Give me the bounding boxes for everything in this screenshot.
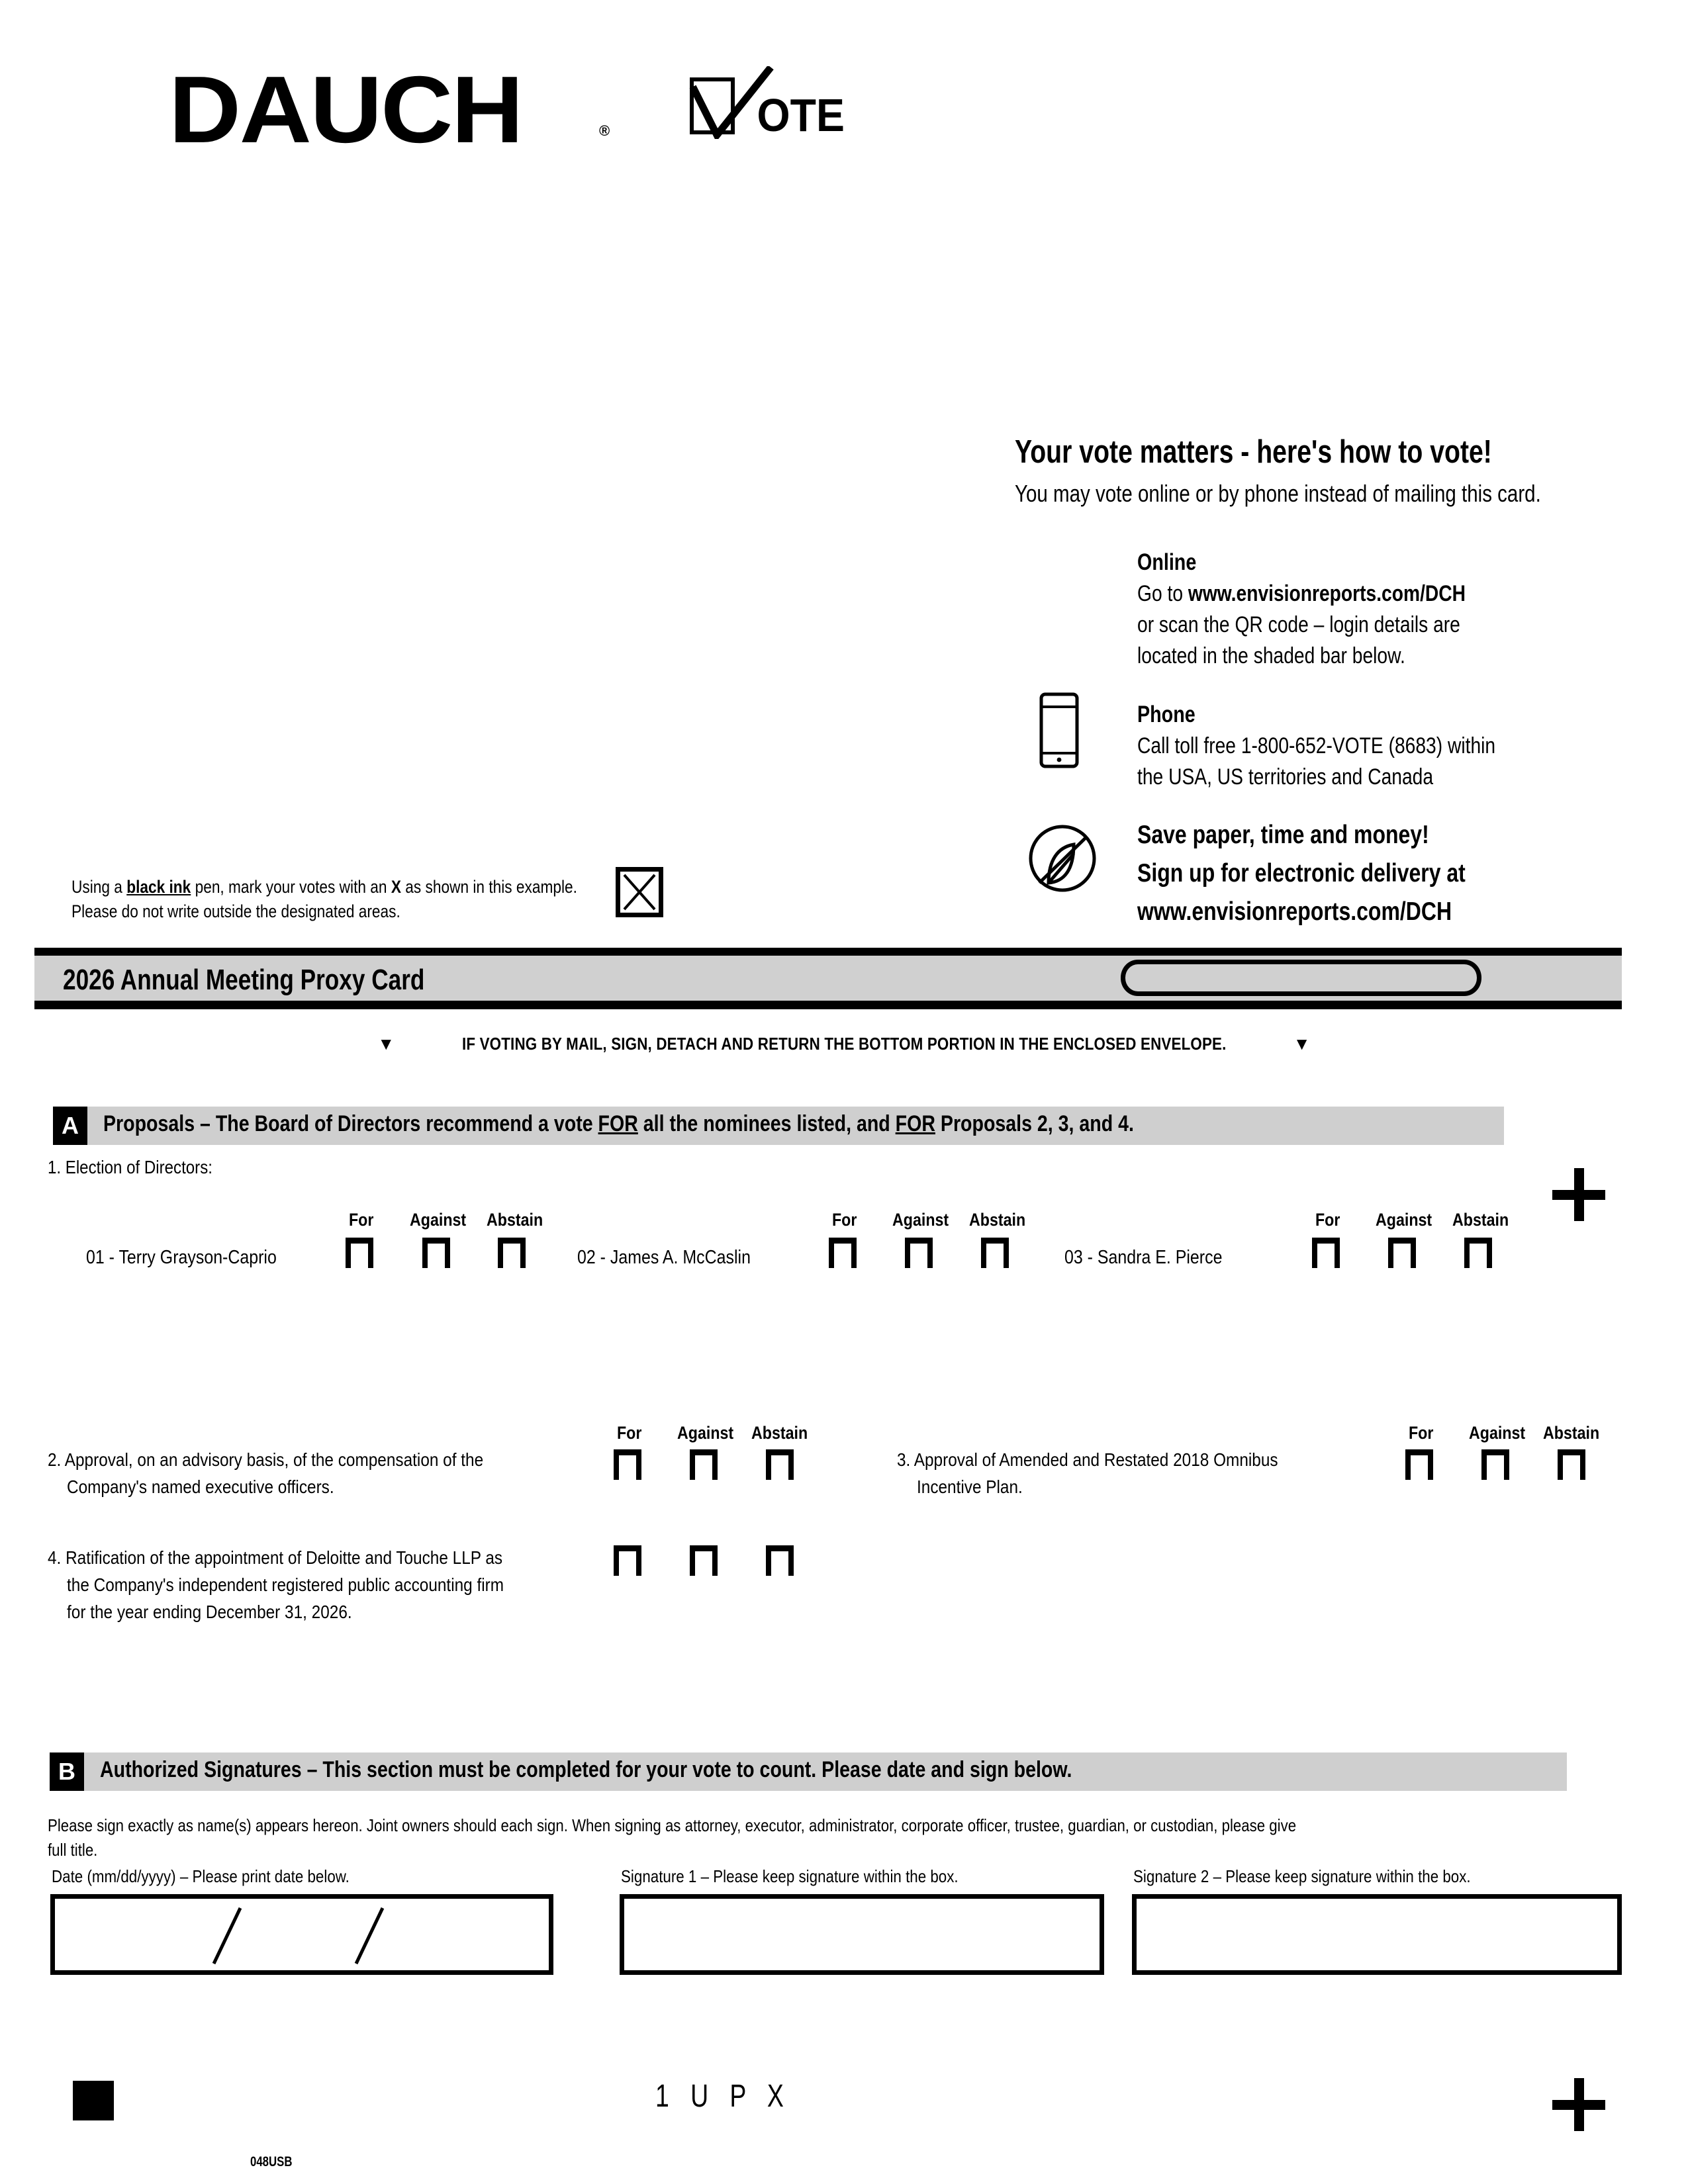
checkbox-nominee3-for[interactable] bbox=[1312, 1238, 1340, 1268]
online-shaded-bar-line: located in the shaded bar below. bbox=[1137, 643, 1405, 668]
online-method-title: Online bbox=[1137, 549, 1197, 575]
registration-cross-mark-top bbox=[1552, 1168, 1605, 1221]
online-url[interactable]: www.envisionreports.com/DCH bbox=[1188, 581, 1466, 606]
col-header-for-p3: For bbox=[1409, 1423, 1434, 1443]
electronic-delivery-url[interactable]: www.envisionreports.com/DCH bbox=[1137, 897, 1452, 926]
col-header-against-3: Against bbox=[1376, 1210, 1432, 1230]
checkbox-nominee1-for[interactable] bbox=[346, 1238, 373, 1268]
election-of-directors-label: 1. Election of Directors: bbox=[48, 1157, 212, 1177]
svg-text:OTE: OTE bbox=[757, 89, 845, 139]
registration-cross-mark-bottom bbox=[1552, 2078, 1605, 2131]
detach-notice-text: IF VOTING BY MAIL, SIGN, DETACH AND RETURN THE BOTTOM PORTION IN THE ENCLOSED ENVELOPE. bbox=[461, 1034, 1227, 1054]
title-bar-rule-top bbox=[34, 948, 1622, 956]
eco-leaf-icon bbox=[1026, 822, 1099, 895]
example-mark-box bbox=[616, 867, 663, 917]
signature-instructions-line1: Please sign exactly as name(s) appears hereon. Joint owners should each sign. When signing as attorney, executor, administrator, corporate officer, trustee, guardian, or custodian, please give bbox=[48, 1815, 1297, 1835]
ink-text-a: Using a bbox=[71, 877, 127, 897]
proposal-4-line1: 4. Ratification of the appointment of Deloitte and Touche LLP as bbox=[48, 1547, 503, 1568]
nominee-label-3: 03 - Sandra E. Pierce bbox=[1064, 1247, 1223, 1268]
col-header-for-2: For bbox=[832, 1210, 857, 1230]
date-field-label: Date (mm/dd/yyyy) – Please print date below. bbox=[52, 1866, 350, 1886]
section-b-band bbox=[50, 1752, 1567, 1791]
proposal-3-line1: 3. Approval of Amended and Restated 2018 Omnibus bbox=[897, 1449, 1278, 1470]
checkbox-nominee3-against[interactable] bbox=[1388, 1238, 1416, 1268]
phone-method-title: Phone bbox=[1137, 702, 1196, 727]
proposal-4-line3: for the year ending December 31, 2026. bbox=[67, 1602, 352, 1622]
col-header-abstain-p3: Abstain bbox=[1543, 1423, 1600, 1443]
col-header-abstain-1: Abstain bbox=[487, 1210, 543, 1230]
checkbox-nominee2-against[interactable] bbox=[905, 1238, 933, 1268]
col-header-for-p2: For bbox=[617, 1423, 642, 1443]
signature-instructions bbox=[48, 1813, 1296, 1862]
nominee-label-1: 01 - Terry Grayson-Caprio bbox=[86, 1247, 277, 1268]
ink-text-c: pen, mark your votes with an bbox=[191, 877, 391, 897]
checkbox-nominee3-abstain[interactable] bbox=[1464, 1238, 1492, 1268]
detach-notice bbox=[0, 1034, 1688, 1054]
triangle-left-icon: ▼ bbox=[377, 1034, 395, 1054]
electronic-delivery-line1: Save paper, time and money! bbox=[1137, 821, 1429, 849]
col-header-abstain-2: Abstain bbox=[969, 1210, 1026, 1230]
form-code: 048USB bbox=[250, 2154, 293, 2169]
signature-instructions-line2: full title. bbox=[48, 1840, 98, 1860]
checkbox-proposal4-for[interactable] bbox=[614, 1545, 641, 1576]
registration-block-mark bbox=[73, 2081, 114, 2120]
col-header-against-2: Against bbox=[892, 1210, 949, 1230]
checkbox-proposal4-against[interactable] bbox=[690, 1545, 718, 1576]
col-header-abstain-p2: Abstain bbox=[751, 1423, 808, 1443]
signature1-label: Signature 1 – Please keep signature within the box. bbox=[621, 1866, 959, 1886]
online-goto-text: Go to bbox=[1137, 581, 1188, 606]
section-a-for-2: FOR bbox=[895, 1111, 935, 1136]
checkbox-proposal2-abstain[interactable] bbox=[766, 1449, 794, 1480]
col-header-for-3: For bbox=[1315, 1210, 1340, 1230]
checkbox-proposal2-against[interactable] bbox=[690, 1449, 718, 1480]
nominee-label-2: 02 - James A. McCaslin bbox=[577, 1247, 751, 1268]
signature1-input-box[interactable] bbox=[620, 1894, 1104, 1975]
col-header-for-1: For bbox=[349, 1210, 374, 1230]
proposal-2-line1: 2. Approval, on an advisory basis, of the compensation of the bbox=[48, 1449, 484, 1470]
control-number-capsule bbox=[1121, 960, 1481, 996]
section-a-heading bbox=[103, 1111, 1134, 1137]
triangle-right-icon: ▼ bbox=[1293, 1034, 1311, 1054]
ink-text-e: as shown in this example. bbox=[400, 877, 577, 897]
checkbox-nominee2-abstain[interactable] bbox=[981, 1238, 1009, 1268]
black-ink-emphasis: black ink bbox=[126, 877, 191, 897]
proposal-4-line2: the Company's independent registered public accounting firm bbox=[67, 1574, 504, 1595]
signature2-label: Signature 2 – Please keep signature within the box. bbox=[1133, 1866, 1471, 1886]
phone-region-line: the USA, US territories and Canada bbox=[1137, 764, 1434, 790]
section-b-letter: B bbox=[50, 1752, 84, 1791]
col-header-against-p3: Against bbox=[1469, 1423, 1526, 1443]
electronic-delivery-line2: Sign up for electronic delivery at bbox=[1137, 859, 1466, 887]
title-bar-rule-bottom bbox=[34, 1001, 1622, 1009]
section-a-heading-part2: all the nominees listed, and bbox=[637, 1111, 896, 1136]
checkbox-proposal4-abstain[interactable] bbox=[766, 1545, 794, 1576]
vote-matters-headline: Your vote matters - here's how to vote! bbox=[1015, 434, 1492, 470]
section-a-band bbox=[53, 1107, 1504, 1145]
signature2-input-box[interactable] bbox=[1132, 1894, 1622, 1975]
vote-logo bbox=[685, 66, 851, 139]
checkbox-proposal3-against[interactable] bbox=[1481, 1449, 1509, 1480]
checkbox-nominee1-abstain[interactable] bbox=[498, 1238, 526, 1268]
checkbox-proposal3-abstain[interactable] bbox=[1558, 1449, 1585, 1480]
online-url-line bbox=[1137, 581, 1466, 607]
online-qr-line: or scan the QR code – login details are bbox=[1137, 612, 1460, 637]
checkbox-proposal2-for[interactable] bbox=[614, 1449, 641, 1480]
ink-instruction-line1 bbox=[71, 877, 577, 897]
section-a-heading-part3: Proposals 2, 3, and 4. bbox=[935, 1111, 1134, 1136]
col-header-against-p2: Against bbox=[677, 1423, 734, 1443]
upx-code: 1 U P X bbox=[655, 2079, 791, 2114]
ink-instruction-line2: Please do not write outside the designated areas. bbox=[71, 901, 400, 921]
col-header-abstain-3: Abstain bbox=[1452, 1210, 1509, 1230]
col-header-against-1: Against bbox=[410, 1210, 467, 1230]
section-a-letter: A bbox=[53, 1107, 87, 1145]
date-input-box[interactable] bbox=[50, 1894, 553, 1975]
dauch-logo: DAUCH bbox=[169, 57, 522, 163]
page-title: 2026 Annual Meeting Proxy Card bbox=[63, 964, 425, 996]
section-b-heading: Authorized Signatures – This section must be completed for your vote to count. Please date and sign below. bbox=[100, 1757, 1072, 1782]
proposal-3-line2: Incentive Plan. bbox=[917, 1477, 1023, 1497]
checkbox-proposal3-for[interactable] bbox=[1405, 1449, 1433, 1480]
vote-matters-subhead: You may vote online or by phone instead of mailing this card. bbox=[1015, 480, 1541, 507]
phone-icon bbox=[1039, 692, 1079, 768]
checkbox-nominee1-against[interactable] bbox=[422, 1238, 450, 1268]
checkbox-nominee2-for[interactable] bbox=[829, 1238, 857, 1268]
proposal-2-line2: Company's named executive officers. bbox=[67, 1477, 334, 1497]
registered-trademark-icon: ® bbox=[599, 122, 610, 139]
phone-number-line: Call toll free 1-800-652-VOTE (8683) within bbox=[1137, 733, 1496, 758]
section-a-heading-part1: Proposals – The Board of Directors recommend a vote bbox=[103, 1111, 598, 1136]
section-a-for-1: FOR bbox=[598, 1111, 638, 1136]
x-mark-emphasis: X bbox=[391, 877, 401, 897]
